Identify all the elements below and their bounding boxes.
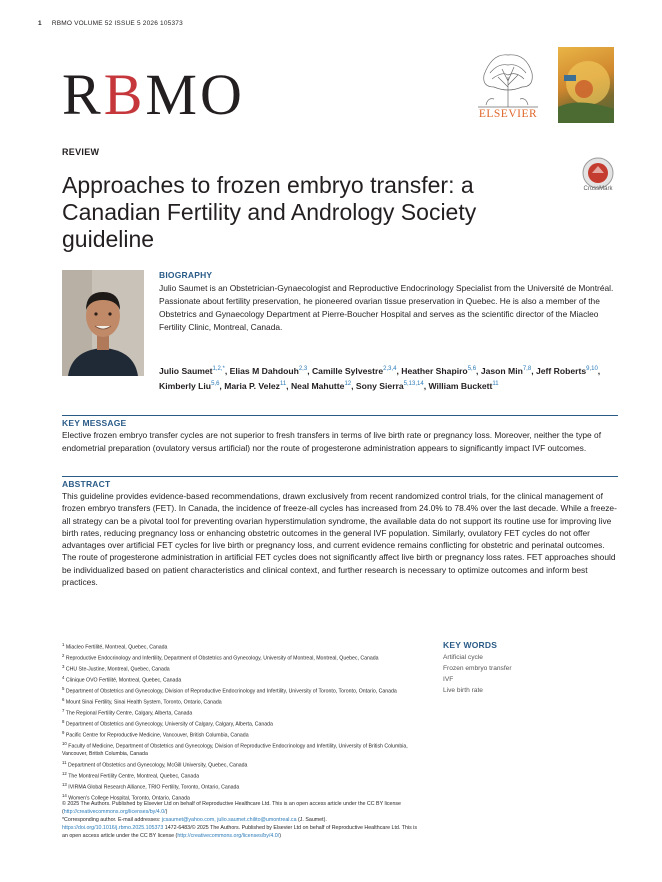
affiliation-item: $^{12}$ The Montreal Fertility Centre, Montreal, Quebec, Canada <box>62 770 200 780</box>
biography-heading: BIOGRAPHY <box>159 270 213 280</box>
affiliation-item: $^8$ Department of Obstetrics and Gynecology, University of Calgary, Calgary, Alberta, Canada <box>62 719 273 728</box>
abstract-heading: ABSTRACT <box>62 479 111 489</box>
article-title: Approaches to frozen embryo transfer: a Canadian Fertility and Andrology Society guideline <box>62 172 477 252</box>
journal-cover-image <box>558 47 614 123</box>
affiliation-item: $^{13}$ IVIRMA Global Research Alliance, TRIO Fertility, Toronto, Ontario, Canada <box>62 781 240 791</box>
affiliations <box>62 641 422 803</box>
biography-text: Julio Saumet is an Obstetrician-Gynaecologist and Reproductive Endocrinology Specialist from the Université de Montréal. Passionate about fertility preservation, he pioneered ovarian tissue preservation in Quebec. He is also a member of the Obstetrics and Gynaecology Department at Pierre-Boucher Hospital and serves as the scientific director of the Miacleo Fertility Clinic, Montreal, Canada. <box>159 283 614 332</box>
elsevier-tree-icon <box>472 47 544 109</box>
affiliation-item: $^1$ Miacleo Fertilité, Montreal, Quebec, Canada <box>62 642 168 651</box>
keyword-item: Live birth rate <box>443 687 483 694</box>
author: Jason Min$^{7,8}$ <box>480 365 532 376</box>
affiliation-item: $^9$ Pacific Centre for Reproductive Medicine, Vancouver, British Columbia, Canada <box>62 730 249 739</box>
author: William Buckett$^{11}$ <box>428 380 499 391</box>
divider <box>62 476 618 477</box>
keyword-item: IVF <box>443 676 454 683</box>
copyright-notice <box>62 800 422 840</box>
author-list: Julio Saumet$^{1,2,*}$, Elias M Dahdouh$^{2,3}$, Camille Sylvestre$^{2,3,4}$, Heather Shapiro$^{5,6}$, Jason Min$^{7,8}$, Jeff Roberts$^{9,10}$, Kimberly Liu$^{5,6}$, Maria P. Velez$^{11}$, Neal Mahutte$^{12}$, Sony Sierra$^{5,13,14}$, William Buckett$^{11}$ <box>159 365 601 391</box>
keyword-item: Artificial cycle <box>443 654 483 661</box>
journal-logo: RBMO <box>62 62 245 127</box>
affiliation-item: $^2$ Reproductive Endocrinology and Infertility, Department of Obstetrics and Gynecology, University of Montreal, Montreal, Quebec, Canada <box>62 653 379 662</box>
author-photo <box>62 270 144 376</box>
key-message-heading: KEY MESSAGE <box>62 418 127 428</box>
author: Heather Shapiro$^{5,6}$ <box>401 365 477 376</box>
abstract-text: This guideline provides evidence-based recommendations, drawn exclusively from recent randomized control trials, for the clinical management of frozen embryo transfers (FET). In Canada, the incidence of freeze-all cycles has increased from 24.0% to 78.4% over the last decade. While a freeze-all strategy can be a pivotal tool for preventing ovarian hyperstimulation syndrome, the available data do not support its routine use for improving live birth rates, reducing pregnancy loss or enhancing obstetric outcomes in the general IVF population. Similarly, ovulatory FET cycles do not offer advantages over artificial FET cycles for live birth or pregnancy loss, and current evidence remains conflicting for obstetric and perinatal outcomes. The route of progesterone administration in artificial FET cycles does not significantly affect live birth or pregnancy loss rates. FET approaches should be individualized based on patient characteristics and clinical context, and further research is necessary to optimize outcomes and inform best practices. <box>62 491 617 588</box>
affiliation-item: $^5$ Department of Obstetrics and Gynecology, Division of Reproductive Endocrinology and Infertility, University of Toronto, Toronto, Ontario, Canada <box>62 686 397 695</box>
license-link[interactable]: http://creativecommons.org/licenses/by/4.0/ <box>63 809 166 815</box>
affiliation-item: $^{10}$ Faculty of Medicine, Department of Obstetrics and Gynecology, Division of Reproductive Endocrinology and Infertility, University of British Columbia, Vancouver, British Columbia, Canada <box>62 741 408 758</box>
author: Julio Saumet$^{1,2,*}$ <box>159 365 225 376</box>
author: Elias M Dahdouh$^{2,3}$ <box>229 365 308 376</box>
journal-citation: RBMO VOLUME 52 ISSUE 5 2026 105373 <box>51 20 183 27</box>
author: Jeff Roberts$^{9,10}$ <box>535 365 598 376</box>
author: Kimberly Liu$^{5,6}$ <box>159 380 220 391</box>
running-head <box>38 20 183 27</box>
author: Sony Sierra$^{5,13,14}$ <box>355 380 424 391</box>
section-label: REVIEW <box>62 147 100 157</box>
publisher-name: ELSEVIER <box>478 108 538 120</box>
affiliation-item: $^3$ CHU Ste-Justine, Montreal, Quebec, Canada <box>62 664 170 673</box>
affiliation-item: $^6$ Mount Sinai Fertility, Sinai Health System, Toronto, Ontario, Canada <box>62 697 222 706</box>
author: Neal Mahutte$^{12}$ <box>290 380 352 391</box>
license-link[interactable]: http://creativecommons.org/licenses/by/4.0/ <box>177 833 280 839</box>
doi-link[interactable]: https://doi.org/10.1016/j.rbmo.2025.105373 <box>62 825 164 831</box>
divider <box>62 415 618 416</box>
author: Maria P. Velez$^{11}$ <box>224 380 287 391</box>
keyword-item: Frozen embryo transfer <box>443 665 512 672</box>
author: Camille Sylvestre$^{2,3,4}$ <box>311 365 397 376</box>
email-links[interactable]: jcsaumet@yahoo.com, julio.saumet.chilito@umontreal.ca <box>161 817 297 823</box>
keywords-list <box>443 652 512 696</box>
page-number: 1 <box>38 20 42 27</box>
affiliation-item: $^4$ Clinique OVO Fertilité, Montreal, Quebec, Canada <box>62 675 182 684</box>
keywords-heading: KEY WORDS <box>443 640 498 650</box>
affiliation-item: $^7$ The Regional Fertility Centre, Calgary, Alberta, Canada <box>62 708 193 717</box>
affiliation-item: $^{14}$ Women's College Hospital, Toronto, Ontario, Canada <box>62 792 190 802</box>
correspondence-line: *Corresponding author. E-mail addresses: jcsaumet@yahoo.com, julio.saumet.chilito@umontreal.ca (J. Saumet). https://doi.org/10.1016/j.rbmo.2025.105373 1472-6483/© 2025 The Authors. Published by Elsevier Ltd on behalf of Reproductive Healthcare Ltd. This is an open access article under the CC BY license (http://creativecommons.org/licenses/by/4.0/) <box>62 817 418 839</box>
key-message-text: Elective frozen embryo transfer cycles are not superior to fresh transfers in terms of live birth rate or pregnancy loss. Moreover, neither the type of endometrial preparation (ovulatory versus artificial) nor the route of progesterone administration appears to significantly impact IVF outcomes. <box>62 430 602 453</box>
affiliation-item: $^{11}$ Department of Obstetrics and Gynecology, McGill University, Quebec, Canada <box>62 759 248 769</box>
crossmark-label[interactable]: CrossMark <box>583 186 613 192</box>
license-line: © 2025 The Authors. Published by Elsevier Ltd on behalf of Reproductive Healthcare Ltd. This is an open access article under the CC BY license (http://creativecommons.org/licenses/by/4.0/) <box>62 801 401 815</box>
